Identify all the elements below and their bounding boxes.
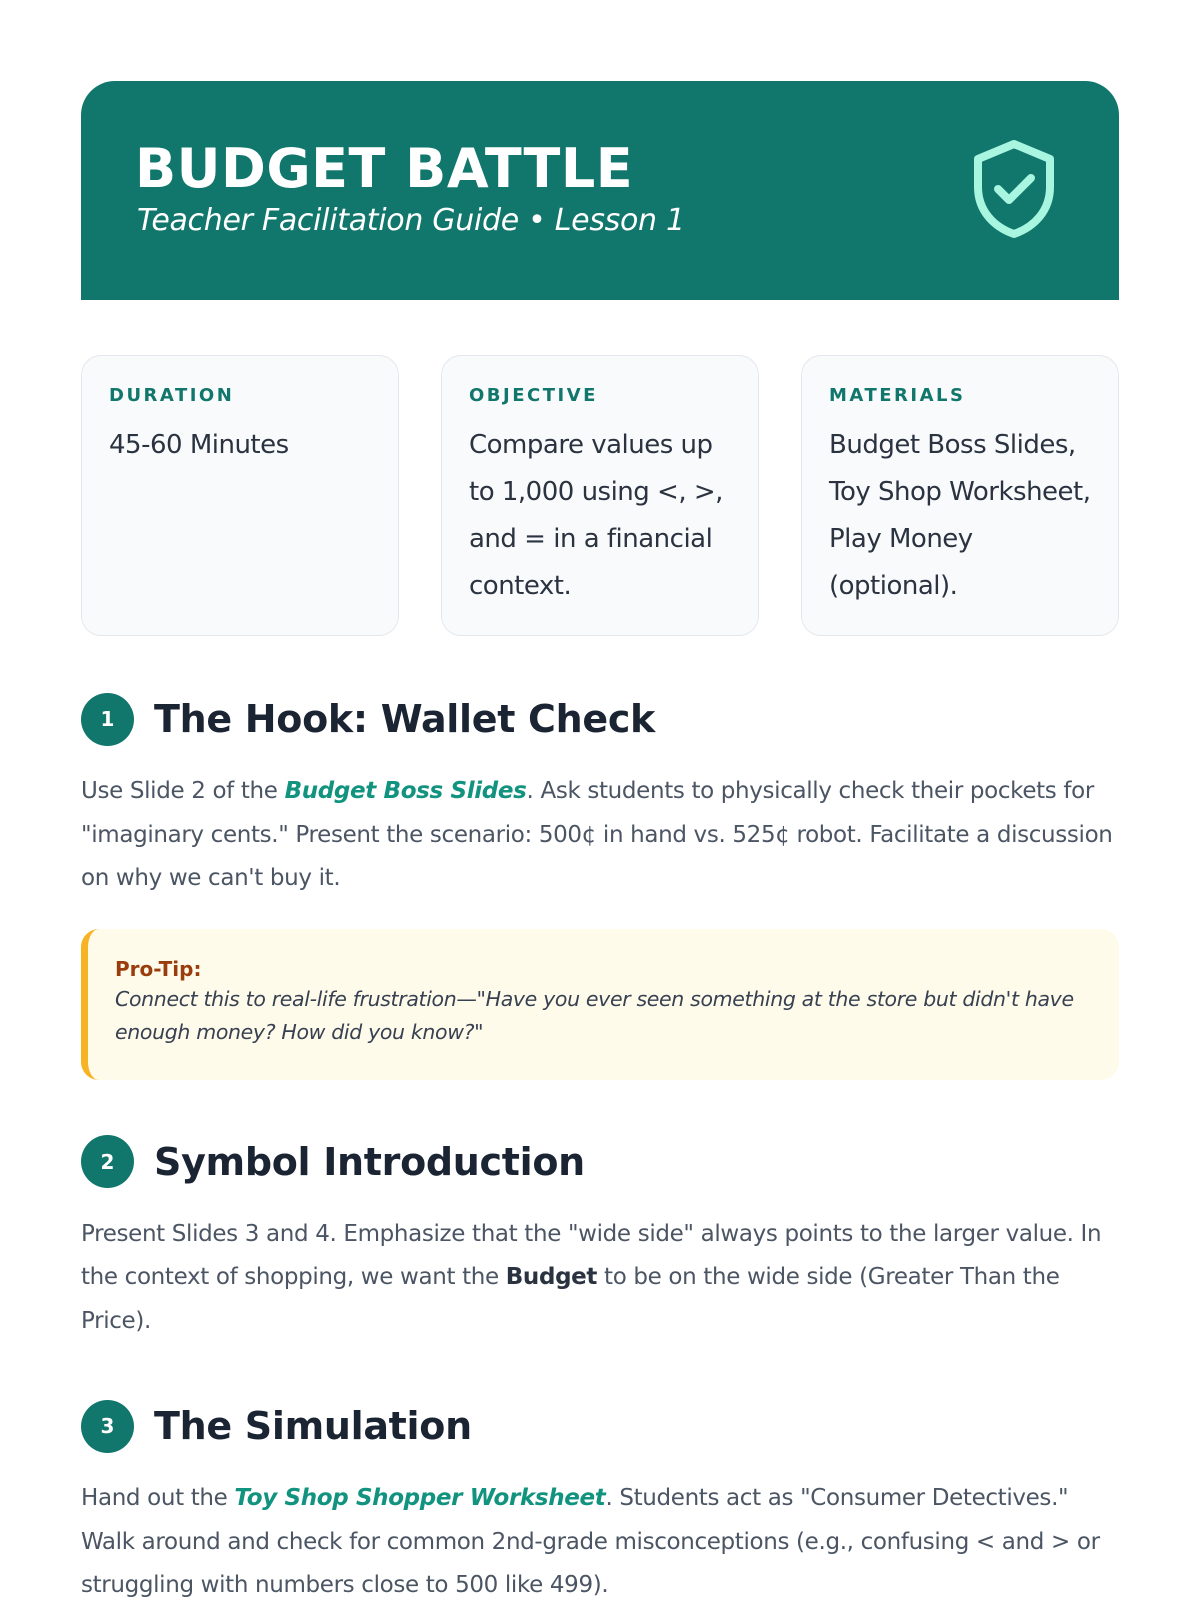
section-heading <box>81 1396 1119 1456</box>
shield-check-icon <box>971 139 1057 239</box>
step-number-badge: 2 <box>81 1135 134 1188</box>
header-banner <box>81 81 1119 300</box>
pro-tip-callout <box>81 929 1119 1080</box>
card-value: 45-60 Minutes <box>109 430 289 460</box>
tip-label: Pro-Tip: <box>115 956 202 981</box>
body-text: to be on the wide side (Greater Than the Price). <box>81 1264 1060 1334</box>
section-title: Symbol Introduction <box>154 1139 585 1184</box>
body-text: . Ask students to physically check their pockets for "imaginary cents." Present the scenario: 500¢ in hand vs. 525¢ robot. Facilitate a discussion on why we can't buy it. <box>81 778 1113 891</box>
materials-card <box>801 355 1119 636</box>
card-label: DURATION <box>109 385 235 406</box>
step-number-badge: 1 <box>81 693 134 746</box>
card-label: OBJECTIVE <box>469 385 598 406</box>
page-subtitle: Teacher Facilitation Guide • Lesson 1 <box>137 203 685 238</box>
toy-shop-worksheet-link[interactable]: Toy Shop Shopper Worksheet <box>234 1485 606 1511</box>
body-text: Hand out the <box>81 1485 235 1511</box>
body-text: Present Slides 3 and 4. Emphasize that the "wide side" always points to the larger value. In the context of shopping, we want the <box>81 1220 1102 1290</box>
section-heading <box>81 689 1119 749</box>
card-value: Compare values up to 1,000 using <, >, and = in a financial context. <box>469 430 723 601</box>
budget-emphasis: Budget <box>505 1264 598 1290</box>
page-title: BUDGET BATTLE <box>135 137 634 200</box>
card-value: Budget Boss Slides, Toy Shop Worksheet, Play Money (optional). <box>829 430 1091 601</box>
section-title: The Simulation <box>154 1404 472 1448</box>
step-number-badge: 3 <box>81 1400 134 1453</box>
tip-text: Connect this to real-life frustration—"Have you ever seen something at the store but didn't have enough money? How did you know?" <box>115 986 1074 1044</box>
section-simulation <box>81 1396 1119 1600</box>
budget-boss-slides-link[interactable]: Budget Boss Slides <box>284 778 527 804</box>
section-hook <box>81 689 1119 1080</box>
card-label: MATERIALS <box>829 385 966 406</box>
section-body <box>81 770 1119 901</box>
section-symbol-introduction <box>81 1132 1119 1344</box>
duration-card <box>81 355 399 636</box>
objective-card <box>441 355 759 636</box>
section-title: The Hook: Wallet Check <box>154 697 656 741</box>
body-text: . Students act as "Consumer Detectives." Walk around and check for common 2nd-grade misconceptions (e.g., confusing < and > or struggling with numbers close to 500 like 499). <box>81 1485 1100 1598</box>
info-cards <box>81 355 1119 636</box>
section-body <box>81 1213 1119 1344</box>
section-body <box>81 1477 1119 1600</box>
section-heading <box>81 1132 1119 1192</box>
body-text: Use Slide 2 of the <box>81 778 285 804</box>
